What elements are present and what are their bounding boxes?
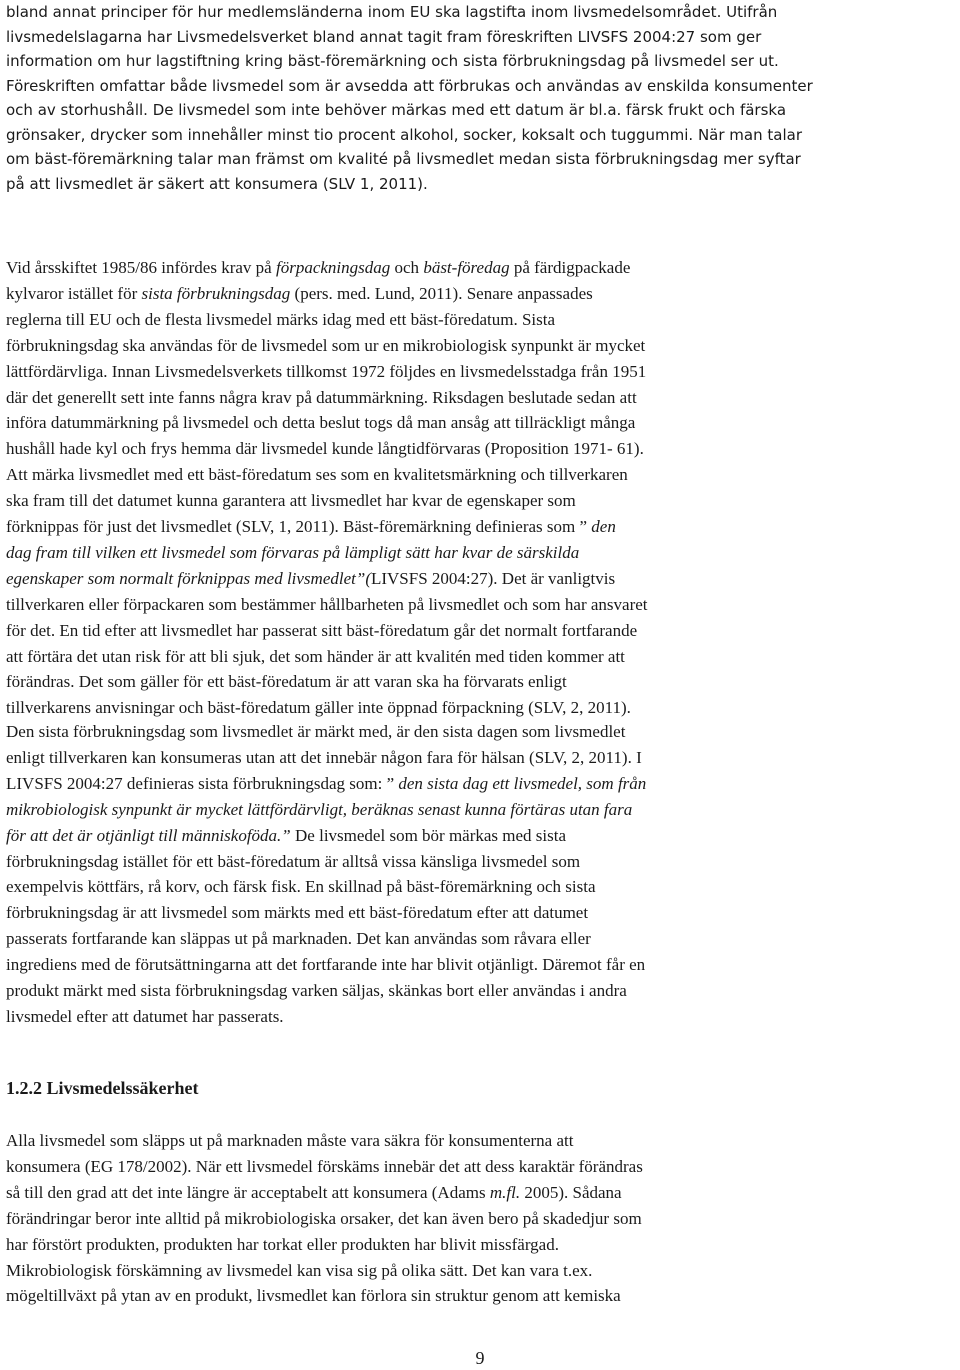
italic-text: förpackningsdag (275, 258, 391, 277)
text-line (6, 25, 761, 49)
text-line (6, 1233, 559, 1257)
italic-text: dag fram till vilken ett livsmedel som förvaras på lämpligt sätt har kvar de särskilda (6, 542, 580, 562)
text-run: förändringar beror inte alltid på mikrobiologiska orsaker, det kan även bero på skadedjur som (6, 1208, 642, 1228)
text-run: tillverkaren eller förpackaren som bestämmer hållbarheten på livsmedlet och som har ansvaret (6, 594, 648, 614)
text-line (6, 1284, 621, 1308)
text-line (6, 850, 580, 874)
page-number: 9 (475, 1348, 485, 1368)
text-line (6, 515, 616, 539)
text-run: grönsaker, drycker som innehåller minst tio procent alkohol, socker, koksalt och tuggummi. När man talar (6, 125, 802, 144)
text-run: lättfördärvliga. Innan Livsmedelsverkets tillkomst 1972 följdes en livsmedelsstadga från 1951 (6, 361, 647, 381)
text-run: bland annat principer för hur medlemsländerna inom EU ska lagstifta inom livsmedelsområdet. Utifrån (6, 3, 778, 21)
text-run: tillverkarens anvisningar och bäst-föredatum gäller inte öppnad förpackning (SLV, 2, 2011). (6, 698, 631, 718)
text-run: förbrukningsdag istället för ett bäst-föredatum är alltså vissa känsliga livsmedel som (6, 851, 581, 871)
text-run: på färdigpackade (509, 258, 631, 277)
text-line (6, 696, 631, 720)
text-line (6, 172, 428, 196)
italic-text: egenskaper som normalt förknippas med livsmedlet”( (6, 568, 371, 588)
text-run: LIVSFS 2004:27 definieras sista förbrukningsdag som: ” (6, 773, 399, 793)
text-run: Den sista förbrukningsdag som livsmedlet är märkt med, är den sista dagen som livsmedlet (6, 722, 626, 741)
text-line (6, 1129, 573, 1153)
text-run: ingrediens med de förutsättningarna att det fortfarande inte har blivit otjänligt. Däremot får en (6, 955, 646, 975)
italic-text: den (591, 517, 616, 536)
text-line (6, 74, 813, 98)
text-run: information om hur lagstiftning kring bäst-föremärkning och sista förbrukningsdag på livsmedel ser ut. (6, 52, 779, 70)
text-line (6, 0, 777, 24)
text-run: har förstört produkten, produkten har torkat eller produkten har blivit missfärgad. (6, 1234, 559, 1254)
text-run: mögeltillväxt på ytan av en produkt, livsmedlet kan förlora sin struktur genom att kemiska (6, 1286, 621, 1306)
italic-text: den sista dag ett livsmedel, som från (398, 773, 647, 793)
text-line (6, 411, 635, 435)
text-run: på att livsmedlet är säkert att konsumera (SLV 1, 2011). (6, 174, 428, 193)
text-line (6, 645, 625, 669)
text-run: förändras. Det som gäller för ett bäst-föredatum är att varan ska ha förvarats enligt (6, 672, 567, 692)
text-run: införa datummärkning på livsmedel och detta beslut togs då man ansåg att tillräckligt många (6, 413, 636, 433)
text-line (6, 437, 644, 461)
text-line (6, 360, 646, 384)
text-line (6, 49, 779, 73)
italic-text: m.fl. (489, 1182, 521, 1202)
text-line (6, 123, 802, 147)
text-line (6, 901, 588, 925)
text-line (6, 282, 593, 306)
italic-text: mikrobiologisk synpunkt är mycket lättfördärvligt, beräknas senast kunna förtäras utan fara (6, 799, 633, 819)
text-line (6, 1259, 592, 1283)
text-run: hushåll hade kyl och frys hemma där livsmedel kunde långtidförvaras (Proposition 1971- 61). (6, 439, 644, 459)
text-run: 2005). Sådana (520, 1182, 622, 1202)
text-run: och (390, 258, 424, 277)
text-run: De livsmedel som bör märkas med sista (290, 825, 567, 845)
text-run: passerats fortfarande kan släppas ut på marknaden. Det kan användas som råvara eller (6, 929, 591, 949)
text-run: förknippas för just det livsmedlet (SLV, 1, 2011). Bäst-föremärkning definieras som ” (6, 517, 592, 536)
text-line (6, 772, 646, 796)
text-run: enligt tillverkaren kan konsumeras utan att det innebär någon fara för hälsan (SLV, 2, 2011). I (6, 747, 642, 767)
text-line (6, 875, 596, 899)
text-line (6, 334, 645, 358)
text-line (6, 1005, 284, 1029)
text-run: livsmedelslagarna har Livsmedelsverket bland annat tagit fram föreskriften LIVSFS 2004:27 som ger (6, 27, 762, 46)
italic-text: bäst-föredag (423, 258, 510, 277)
italic-text: för att det är otjänligt till människoföda.” (6, 825, 291, 845)
text-run: om bäst-föremärkning talar man främst om kvalité på livsmedlet medan sista förbrukningsdag mer syftar (6, 150, 801, 168)
text-run: LIVSFS 2004:27). Det är vanligtvis (370, 568, 616, 588)
text-run: livsmedel efter att datumet har passerats. (6, 1006, 284, 1026)
text-line (6, 746, 642, 770)
text-line (6, 953, 645, 977)
text-line (6, 1155, 643, 1179)
text-line (6, 386, 637, 410)
text-line (6, 670, 567, 694)
text-line (6, 927, 591, 951)
text-run: Alla livsmedel som släpps ut på marknaden måste vara säkra för konsumenterna att (6, 1131, 574, 1150)
text-run: att förtära det utan risk för att bli sjuk, det som händer är att kvalitén med tiden kommer att (6, 646, 625, 666)
text-run: produkt märkt med sista förbrukningsdag varken säljas, skänkas bort eller användas i andra (6, 981, 627, 1000)
section-heading: 1.2.2 Livsmedelssäkerhet (6, 1078, 199, 1098)
text-line (6, 979, 627, 1003)
text-run: reglerna till EU och de flesta livsmedel märks idag med ett bäst-föredatum. Sista (6, 309, 556, 329)
text-run: Vid årsskiftet 1985/86 infördes krav på (6, 258, 276, 277)
text-line (6, 798, 632, 822)
text-run: exempelvis köttfärs, rå korv, och färsk fisk. En skillnad på bäst-föremärkning och sista (6, 877, 596, 897)
text-line (6, 593, 648, 617)
text-line (6, 1181, 622, 1205)
text-line (6, 541, 579, 565)
text-line (6, 824, 566, 848)
text-line (6, 256, 630, 280)
text-line (6, 489, 576, 513)
text-line (6, 98, 786, 122)
text-line (6, 308, 555, 332)
text-run: Att märka livsmedlet med ett bäst-föredatum ses som en kvalitetsmärkning och tillverkaren (6, 465, 628, 485)
text-run: Mikrobiologisk förskämning av livsmedel kan visa sig på olika sätt. Det kan vara t.ex. (6, 1260, 593, 1280)
text-line (6, 567, 615, 591)
text-line (6, 619, 637, 643)
text-line (6, 463, 628, 487)
italic-text: sista förbrukningsdag (141, 283, 291, 303)
text-run: Föreskriften omfattar både livsmedel som är avsedda att förbrukas och användas av enskilda konsumenter (6, 76, 813, 95)
text-run: och av storhushåll. De livsmedel som inte behöver märkas med ett datum är bl.a. färsk frukt och färska (6, 101, 787, 119)
text-line (6, 720, 625, 744)
text-run: så till den grad att det inte längre är acceptabelt att konsumera (Adams (6, 1182, 490, 1202)
text-run: förbrukningsdag är att livsmedel som märkts med ett bäst-föredatum efter att datumet (6, 903, 589, 923)
text-run: förbrukningsdag ska användas för de livsmedel som ur en mikrobiologisk synpunkt är mycket (6, 335, 646, 355)
text-run: för det. En tid efter att livsmedlet har passerat sitt bäst-föredatum går det normalt fortfarande (6, 620, 638, 640)
text-run: kylvaror istället för (6, 283, 142, 303)
text-run: konsumera (EG 178/2002). När ett livsmedel förskäms innebär det att dess karaktär förändras (6, 1156, 643, 1176)
text-line (6, 147, 801, 171)
text-run: (pers. med. Lund, 2011). Senare anpassades (290, 283, 593, 303)
text-line (6, 1207, 642, 1231)
text-run: där det generellt sett inte fanns några krav på datummärkning. Riksdagen beslutade sedan att (6, 387, 637, 407)
text-run: ska fram till det datumet kunna garantera att livsmedlet har kvar de egenskaper som (6, 491, 576, 511)
